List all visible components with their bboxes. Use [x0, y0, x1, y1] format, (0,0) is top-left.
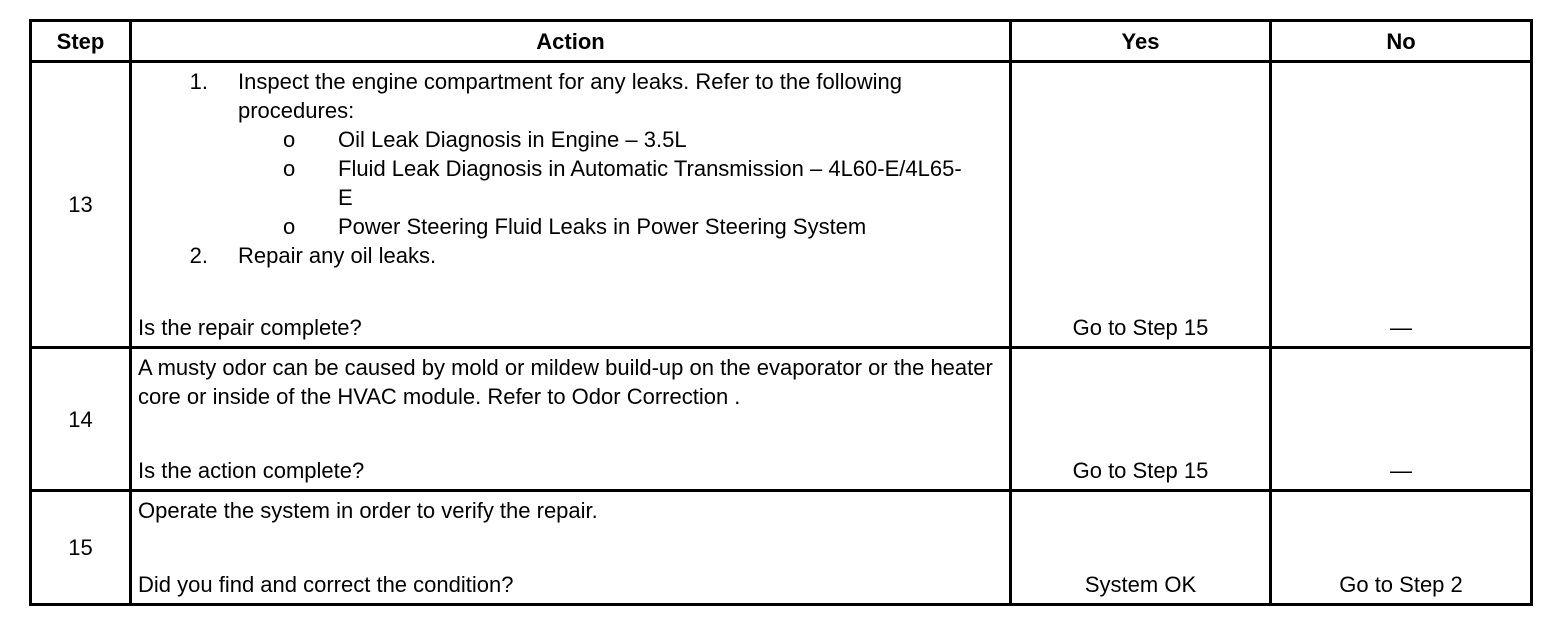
procedure-sublist: [138, 125, 1003, 241]
no-result: —: [1271, 62, 1532, 348]
action-cell: [131, 491, 1011, 605]
header-row: [31, 21, 1532, 62]
bullet-mark: o: [283, 127, 296, 152]
list-item: [138, 154, 1003, 212]
header-no: No: [1271, 21, 1532, 62]
bullet-mark: o: [283, 156, 296, 181]
list-item: [138, 125, 1003, 154]
diagnostic-table: [29, 19, 1533, 606]
no-result: Go to Step 2: [1271, 491, 1532, 605]
list-item-text: Repair any oil leaks.: [238, 243, 437, 268]
table-row: [31, 62, 1532, 348]
yes-result: Go to Step 15: [1011, 62, 1271, 348]
yes-result: Go to Step 15: [1011, 348, 1271, 491]
step-number: 14: [31, 348, 131, 491]
procedure-list: [138, 67, 1003, 270]
list-item: [138, 212, 1003, 241]
list-item-text: Inspect the engine compartment for any leaks. Refer to the following procedures:: [238, 69, 903, 123]
procedure-link-text: Oil Leak Diagnosis in Engine – 3.5L: [338, 127, 687, 152]
action-text: Operate the system in order to verify the repair.: [138, 498, 598, 523]
question-text: Is the action complete?: [138, 458, 365, 483]
header-action: Action: [131, 21, 1011, 62]
yes-result: System OK: [1011, 491, 1271, 605]
header-step: Step: [31, 21, 131, 62]
table-row: [31, 491, 1532, 605]
action-cell: [131, 348, 1011, 491]
step-number: 15: [31, 491, 131, 605]
question-text: Did you find and correct the condition?: [138, 572, 514, 597]
header-yes: Yes: [1011, 21, 1271, 62]
procedure-link-text: Fluid Leak Diagnosis in Automatic Transmission – 4L60-E/4L65-E: [338, 156, 962, 210]
question-text: Is the repair complete?: [138, 315, 362, 340]
action-cell: [131, 62, 1011, 348]
list-number: 2.: [189, 243, 208, 268]
no-result: —: [1271, 348, 1532, 491]
step-number: 13: [31, 62, 131, 348]
list-item: [138, 67, 1003, 125]
procedure-link-text: Power Steering Fluid Leaks in Power Steering System: [338, 214, 867, 239]
action-text: A musty odor can be caused by mold or mildew build-up on the evaporator or the heater core or inside of the HVAC module. Refer to Odor Correction .: [138, 355, 993, 409]
bullet-mark: o: [283, 214, 296, 239]
table-row: [31, 348, 1532, 491]
list-item: [138, 241, 1003, 270]
list-number: 1.: [189, 69, 208, 94]
